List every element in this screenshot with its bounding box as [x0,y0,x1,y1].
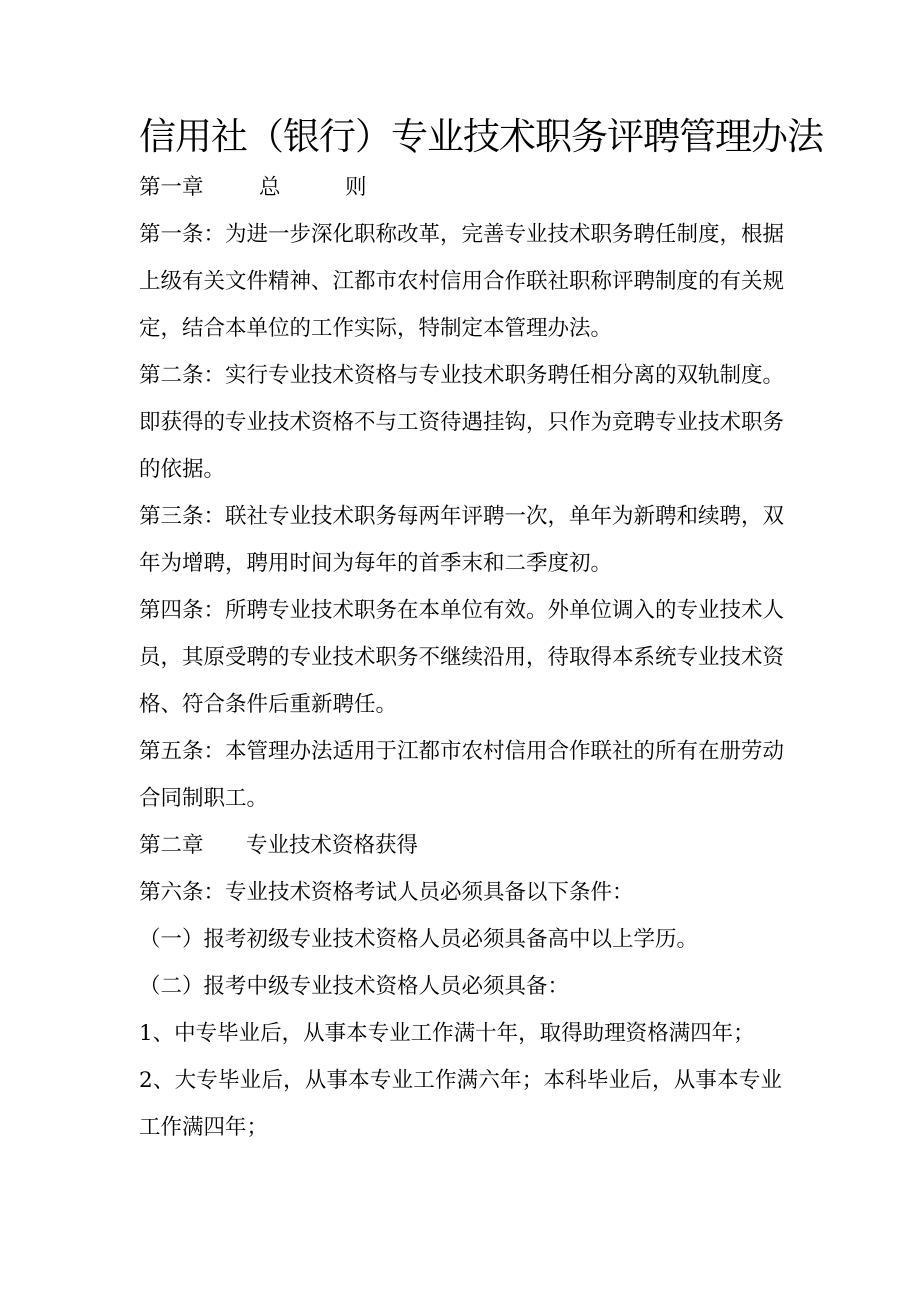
text-line: 第五条：本管理办法适用于江都市农村信用合作联社的所有在册劳动 [139,739,785,764]
text-line: 合同制职工。 [139,786,269,811]
text-line: 第三条：联社专业技术职务每两年评聘一次，单年为新聘和续聘，双 [139,504,785,529]
text-line: 员，其原受聘的专业技术职务不继续沿用，待取得本系统专业技术资 [139,645,785,670]
text-line: （一）报考初级专业技术资格人员必须具备高中以上学历。 [139,927,699,952]
article-3 [139,493,785,587]
text-line: 第六条：专业技术资格考试人员必须具备以下条件： [139,880,634,905]
text-line: （二）报考中级专业技术资格人员必须具备： [139,974,570,999]
chapter-name: 专业技术资格获得 [246,833,419,858]
text-line: 定，结合本单位的工作实际，特制定本管理办法。 [139,316,613,341]
text-line: 上级有关文件精神、江都市农村信用合作联社职称评聘制度的有关规 [139,269,785,294]
text-line: 1、中专毕业后，从事本专业工作满十年，取得助理资格满四年； [139,1021,755,1046]
chapter-heading [139,822,782,869]
document-title: 信用社（银行）专业技术职务评聘管理办法 [139,115,823,158]
list-item [139,963,782,1010]
text-line: 2、大专毕业后，从事本专业工作满六年；本科毕业后，从事本专业 [139,1068,782,1093]
list-item [139,916,782,963]
article-5 [139,728,785,822]
sub-item [139,1010,782,1057]
article-6 [139,869,782,916]
article-1 [139,211,785,352]
chapter-label: 第一章 [139,175,204,200]
chapter-heading [139,164,782,211]
article-2 [139,352,785,493]
text-line: 第二条：实行专业技术资格与专业技术职务聘任相分离的双轨制度。 [139,363,785,388]
chapter-name-part: 总 [259,175,281,200]
sub-item [139,1057,782,1151]
text-line: 第一条：为进一步深化职称改革，完善专业技术职务聘任制度，根据 [139,222,785,247]
text-line: 的依据。 [139,457,226,482]
text-line: 年为增聘，聘用时间为每年的首季末和二季度初。 [139,551,613,576]
document-body [139,164,785,1151]
text-line: 即获得的专业技术资格不与工资待遇挂钩，只作为竞聘专业技术职务 [139,410,785,435]
article-4 [139,587,785,728]
text-line: 格、符合条件后重新聘任。 [139,692,398,717]
text-line: 工作满四年； [139,1115,269,1140]
chapter-label: 第二章 [139,833,204,858]
chapter-name-part: 则 [345,175,367,200]
text-line: 第四条：所聘专业技术职务在本单位有效。外单位调入的专业技术人 [139,598,785,623]
